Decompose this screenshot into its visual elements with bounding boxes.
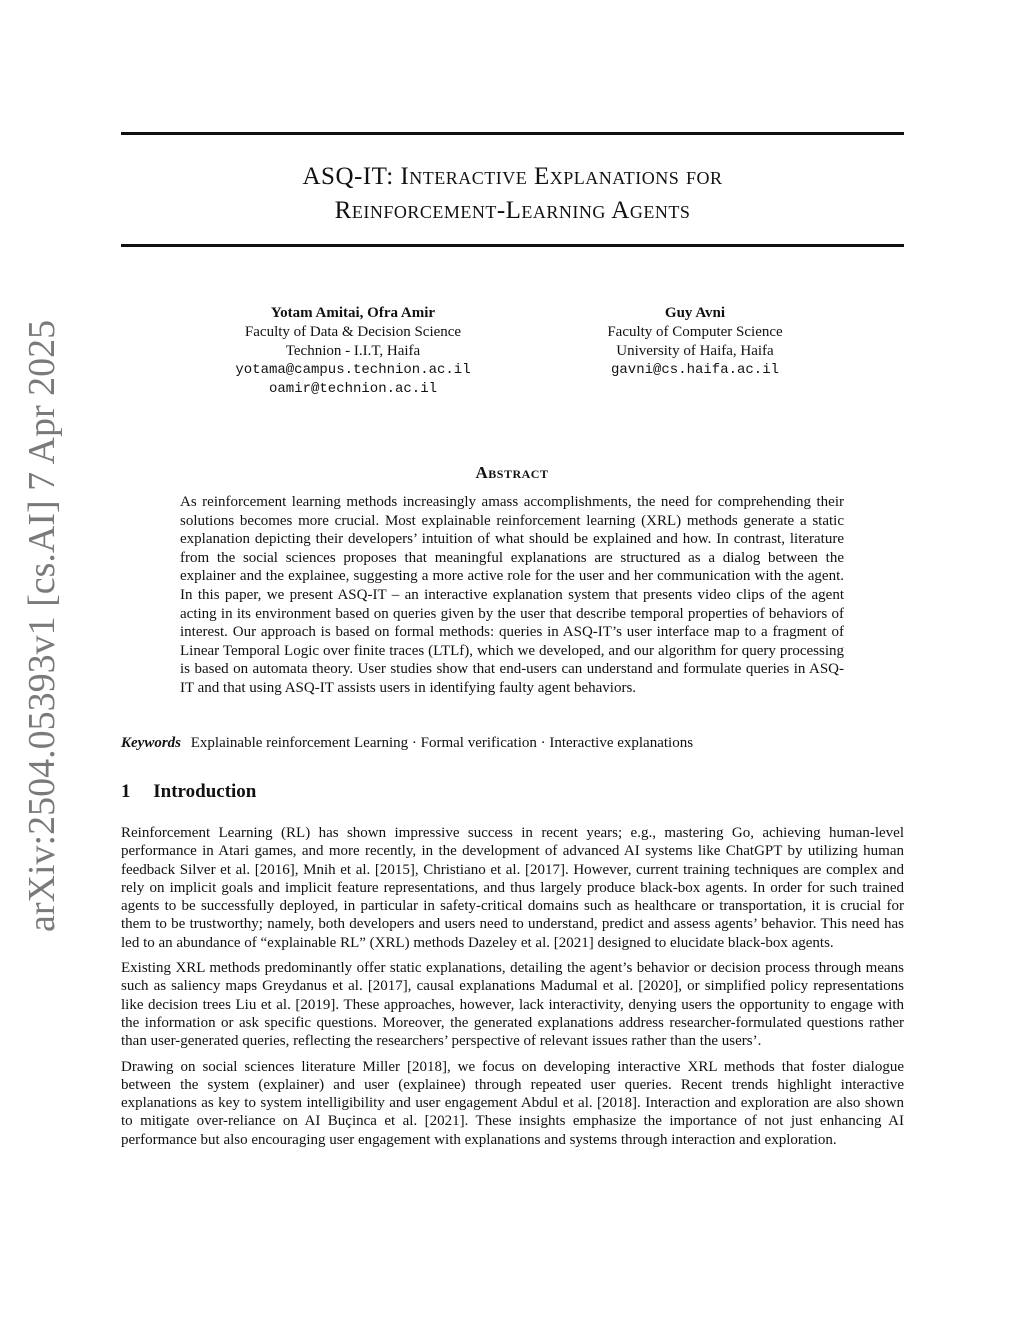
introduction-body <box>121 824 904 1156</box>
abstract-text: As reinforcement learning methods increasingly amass accomplishments, the need for comprehending their solutions becomes more crucial. Most explainable reinforcement learning (XRL) methods generate a static explanation depicting their developers’ intuition of what should be explained and how. In contrast, literature from the social sciences proposes that meaningful explanations are structured as a dialog between the explainer and the explainee, suggesting a more active role for the user and her communication with the agent. In this paper, we present ASQ-IT – an interactive explanation system that presents video clips of the agent acting in its environment based on queries given by the user that describe temporal properties of behaviors of interest. Our approach is based on formal methods: queries in ASQ-IT’s user interface map to a fragment of Linear Temporal Logic over finite traces (LTLf), which we developed, and our algorithm for query processing is based on automata theory. User studies show that end-users can understand and formulate queries in ASQ-IT and that using ASQ-IT assists users in identifying faulty agent behaviors. <box>180 494 844 696</box>
paragraph: Drawing on social sciences literature Miller [2018], we focus on developing interactive XRL methods that foster dialogue between the system (explainer) and user (explainee) through repeated user queries. Recent trends highlight interactive explanations as key to system intelligibility and user engagement Abdul et al. [2018]. Interaction and exploration are also shown to mitigate over-reliance on AI Buçinca et al. [2021]. These insights emphasize the importance of not just enhancing AI performance but also encouraging user engagement with explanations and systems through interaction and exploration. <box>121 1058 904 1148</box>
author-institution: University of Haifa, Haifa <box>616 343 774 359</box>
paragraph: Existing XRL methods predominantly offer static explanations, detailing the agent’s behavior or decision process through means such as saliency maps Greydanus et al. [2017], causal explanations Madumal et al. [2020], or simplified policy representations like decision trees Liu et al. [2019]. These approaches, however, lack interactivity, denying users the opportunity to engage with the information or ask specific questions. Moreover, the generated explanations address researcher-formulated questions rather than user-generated queries, reflecting the researchers’ perspective of relevant issues rather than the users’. <box>121 960 904 1050</box>
section-heading <box>121 781 256 803</box>
author-block-2 <box>572 304 818 380</box>
title-top-rule <box>121 132 904 135</box>
section-number: 1 <box>121 781 131 802</box>
author-block-1 <box>212 304 494 399</box>
author-email[interactable]: gavni@cs.haifa.ac.il <box>610 362 780 378</box>
keywords <box>121 734 904 753</box>
paper-title <box>121 160 904 228</box>
paper-title-line-1: ASQ-IT: Interactive Explanations for <box>302 163 723 190</box>
author-names: Guy Avni <box>664 305 726 321</box>
author-affiliation: Faculty of Data & Decision Science <box>244 324 462 340</box>
author-names: Yotam Amitai, Ofra Amir <box>270 305 436 321</box>
keywords-text: Explainable reinforcement Learning · Formal verification · Interactive explanations <box>190 735 694 751</box>
author-institution: Technion - I.I.T, Haifa <box>285 343 421 359</box>
author-email[interactable]: oamir@technion.ac.il <box>268 381 438 397</box>
title-bottom-rule <box>121 244 904 247</box>
section-title: Introduction <box>153 781 257 802</box>
keywords-label: Keywords <box>121 735 181 751</box>
author-affiliation: Faculty of Computer Science <box>607 324 783 340</box>
paper-title-line-2: Reinforcement-Learning Agents <box>334 197 691 224</box>
arxiv-identifier-stamp: arXiv:2504.05393v1 [cs.AI] 7 Apr 2025 <box>21 319 63 932</box>
paragraph: Reinforcement Learning (RL) has shown impressive success in recent years; e.g., mastering Go, achieving human-level performance in Atari games, and more recently, in the development of advanced AI systems like ChatGPT by utilizing human feedback Silver et al. [2016], Mnih et al. [2015], Christiano et al. [2017]. However, current training techniques are complex and rely on implicit goals and implicit feature representations, and thus largely produce black-box agents. In order for such trained agents to be successfully deployed, in particular in safety-critical domains such as healthcare or transportation, it is crucial for them to be trustworthy; namely, both developers and users need to understand, predict and assess agents’ behavior. This need has led to an abundance of “explainable RL” (XRL) methods Dazeley et al. [2021] designed to elucidate black-box agents. <box>121 825 904 951</box>
author-email[interactable]: yotama@campus.technion.ac.il <box>235 362 471 378</box>
abstract-heading: Abstract <box>475 463 549 482</box>
